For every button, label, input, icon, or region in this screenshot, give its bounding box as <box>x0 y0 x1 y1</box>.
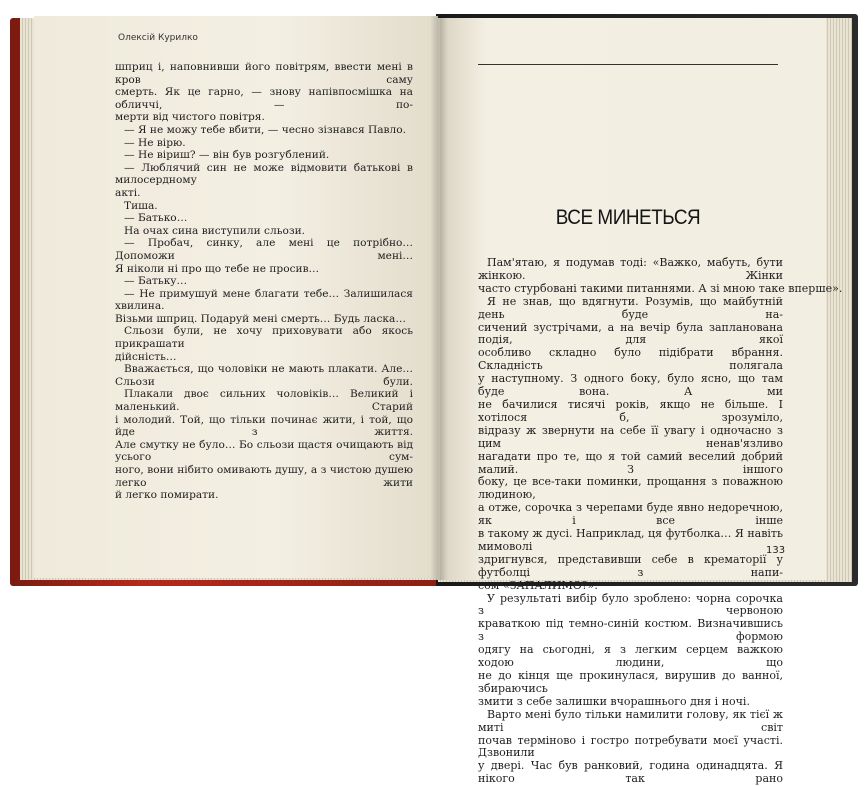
text-line: На очах сина виступили сльози. <box>124 224 306 237</box>
text-line: змити з себе залишки вчорашнього дня і ночі. <box>478 694 750 708</box>
text-line: Плакали двоє сильних чоловіків… Великий і маленький. Старий <box>115 388 413 414</box>
text-line: — Не вірю. <box>124 136 186 149</box>
text-line: — Батько… <box>124 212 188 225</box>
text-line: — Не примушуй мене благати тебе… Залишилася хвилина. <box>115 287 413 313</box>
text-line: нагадати про те, що я той самий веселий добрий малий. З іншого <box>478 449 783 476</box>
text-line: Тиша. <box>124 199 158 212</box>
text-line: — Батьку… <box>124 275 188 288</box>
text-line: відразу ж звернути на себе її увагу і одночасно з цим ненав'язливо <box>478 423 783 450</box>
text-line: особливо складно було підібрати вбрання. Складність полягала <box>478 346 783 373</box>
text-line: боку, це все-таки поминки, прощання з поважною людиною, <box>478 475 783 502</box>
text-line: не бачилися тисячі років, якщо не більше. І хотілося б, зрозуміло, <box>478 397 783 424</box>
text-line: шприц і, наповнивши його повітрям, ввести мені в кров саму <box>115 61 413 86</box>
text-line: і молодий. Той, що тільки починає жити, і той, що йде з життя. <box>115 413 413 439</box>
text-line: дійсність… <box>115 350 177 363</box>
right-page-body <box>478 256 843 786</box>
text-line: Я ніколи ні про що тебе не просив… <box>115 262 320 275</box>
text-line: Сльози були, не хочу приховувати або якось прикрашати <box>115 325 413 351</box>
text-line: у двері. Час був ранковий, година одинадцята. Я нікого так рано <box>478 759 783 786</box>
text-line: акті. <box>115 186 141 199</box>
text-line: й легко помирати. <box>115 489 219 502</box>
text-line: — Я не можу тебе вбити, — чесно зізнався Павло. <box>124 123 406 136</box>
text-line: почав терміново і гостро потребувати моєї участі. Дзвонили <box>478 733 783 760</box>
text-line: мерти від чистого повітря. <box>115 111 265 124</box>
text-line: — Не віриш? — він був розгублений. <box>124 149 330 162</box>
text-line: Вважається, що чоловіки не мають плакати. Але… Сльози були. <box>115 363 413 388</box>
text-line: Пам'ятаю, я подумав тоді: «Важко, мабуть, бути жінкою. Жінки <box>478 256 783 282</box>
text-line: не до кінця ще прокинулася, вирушив до ванної, збираючись <box>478 669 783 695</box>
chapter-top-rule <box>478 64 778 65</box>
text-line: У результаті вибір було зроблено: чорна сорочка з червоною <box>478 591 783 618</box>
text-line: Але смутку не було… Бо сльози щастя очищають від усього сум- <box>115 438 413 464</box>
text-line: одягу на сьогодні, я з легким серцем важкою ходою людини, що <box>478 643 783 670</box>
text-line: сом «ЗАПАЛИМО?». <box>478 578 598 592</box>
text-line: а отже, сорочка з черепами буде явно недоречною, як і все інше <box>478 501 783 528</box>
text-line: смерть. Як це гарно, — знову напівпосмішка на обличчі, — по- <box>115 86 413 111</box>
text-line: в такому ж дусі. Наприклад, ця футболка… Я навіть мимоволі <box>478 527 783 553</box>
chapter-title: ВСЕ МИНЕТЬСЯ <box>555 206 701 229</box>
text-line: сичений зустрічами, а на вечір була запланована подія, для якої <box>478 320 783 347</box>
running-head: Олексій Курилко <box>118 33 198 43</box>
text-line: Я не знав, що вдягнути. Розумів, що майбутній день буде на- <box>478 294 783 321</box>
text-line: — Пробач, синку, але мені це потрібно… Допоможи мені… <box>115 237 413 262</box>
text-line: часто стурбовані такими питаннями. А зі мною таке вперше». <box>478 281 843 295</box>
text-line: краваткою під темно-синій костюм. Визначившись з формою <box>478 617 783 644</box>
text-line: ного, вони нібито омивають душу, а з чистою душею легко жити <box>115 464 413 489</box>
text-line: здригнувся, представивши себе в крематорії у футболці з напи- <box>478 552 783 579</box>
text-line: Візьми шприц. Подаруй мені смерть… Будь ласка… <box>115 312 406 325</box>
text-line: Варто мені було тільки намилити голову, як тієї ж миті світ <box>478 707 783 734</box>
left-page-body <box>115 61 413 502</box>
text-line: у наступному. З одного боку, було ясно, що там буде вона. А ми <box>478 372 783 399</box>
page-number: 133 <box>766 545 786 556</box>
book-gutter <box>430 16 448 580</box>
text-line: — Люблячий син не може відмовити батькові в милосердному <box>115 161 413 187</box>
